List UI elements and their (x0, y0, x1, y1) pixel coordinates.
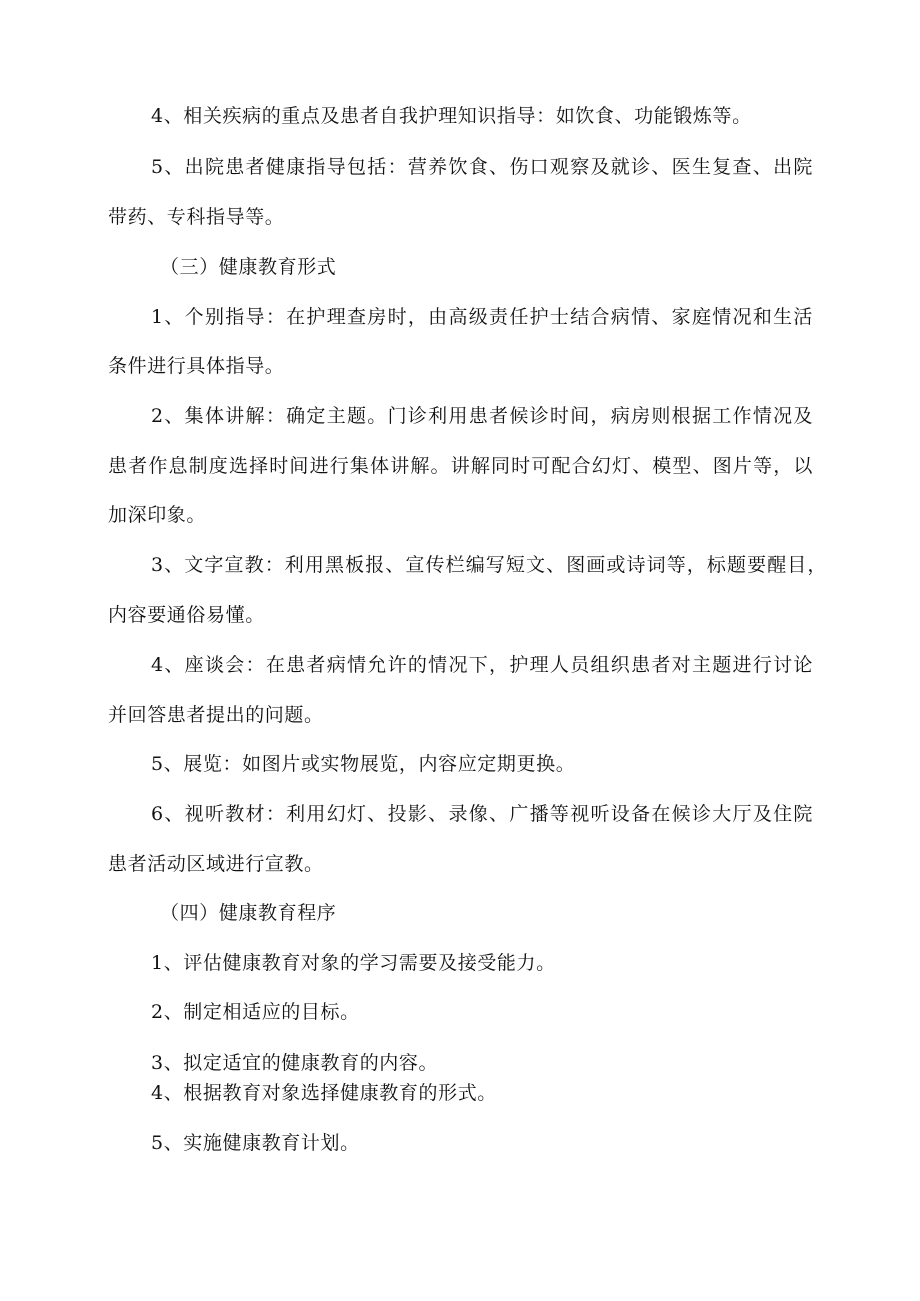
procedure-step-4: 4、根据教育对象选择健康教育的形式。 (151, 1082, 497, 1104)
form-1-line1: 1、个别指导：在护理查房时，由高级责任护士结合病情、家庭情况和生活 (151, 306, 813, 328)
procedure-step-1: 1、评估健康教育对象的学习需要及接受能力。 (151, 952, 556, 974)
form-4-line2: 并回答患者提出的问题。 (108, 704, 324, 726)
form-6-line2: 患者活动区域进行宣教。 (108, 853, 324, 875)
section-heading-procedure: （四）健康教育程序 (160, 902, 337, 924)
form-2-line3: 加深印象。 (108, 504, 207, 526)
form-3-line2: 内容要通俗易懂。 (108, 604, 265, 626)
procedure-step-3: 3、拟定适宜的健康教育的内容。 (151, 1052, 439, 1074)
paragraph-item-4-self-care: 4、相关疾病的重点及患者自我护理知识指导：如饮食、功能锻炼等。 (151, 105, 752, 127)
paragraph-item-5-discharge-line1: 5、出院患者健康指导包括：营养饮食、伤口观察及就诊、医生复查、出院 (151, 156, 813, 178)
form-1-line2: 条件进行具体指导。 (108, 355, 285, 377)
form-5-line1: 5、展览：如图片或实物展览，内容应定期更换。 (151, 753, 576, 775)
procedure-step-2: 2、制定相适应的目标。 (151, 1001, 360, 1023)
paragraph-item-5-discharge-line2: 带药、专科指导等。 (108, 206, 285, 228)
form-6-line1: 6、视听教材：利用幻灯、投影、录像、广播等视听设备在候诊大厅及住院 (151, 803, 813, 825)
form-3-line1: 3、文字宣教：利用黑板报、宣传栏编写短文、图画或诗词等，标题要醒目， (151, 554, 827, 576)
form-4-line1: 4、座谈会：在患者病情允许的情况下，护理人员组织患者对主题进行讨论 (151, 654, 813, 676)
form-2-line1: 2、集体讲解：确定主题。门诊利用患者候诊时间，病房则根据工作情况及 (151, 405, 813, 427)
procedure-step-5: 5、实施健康教育计划。 (151, 1132, 360, 1154)
section-heading-forms: （三）健康教育形式 (160, 256, 337, 278)
form-2-line2: 患者作息制度选择时间进行集体讲解。讲解同时可配合幻灯、模型、图片等，以 (108, 455, 813, 477)
